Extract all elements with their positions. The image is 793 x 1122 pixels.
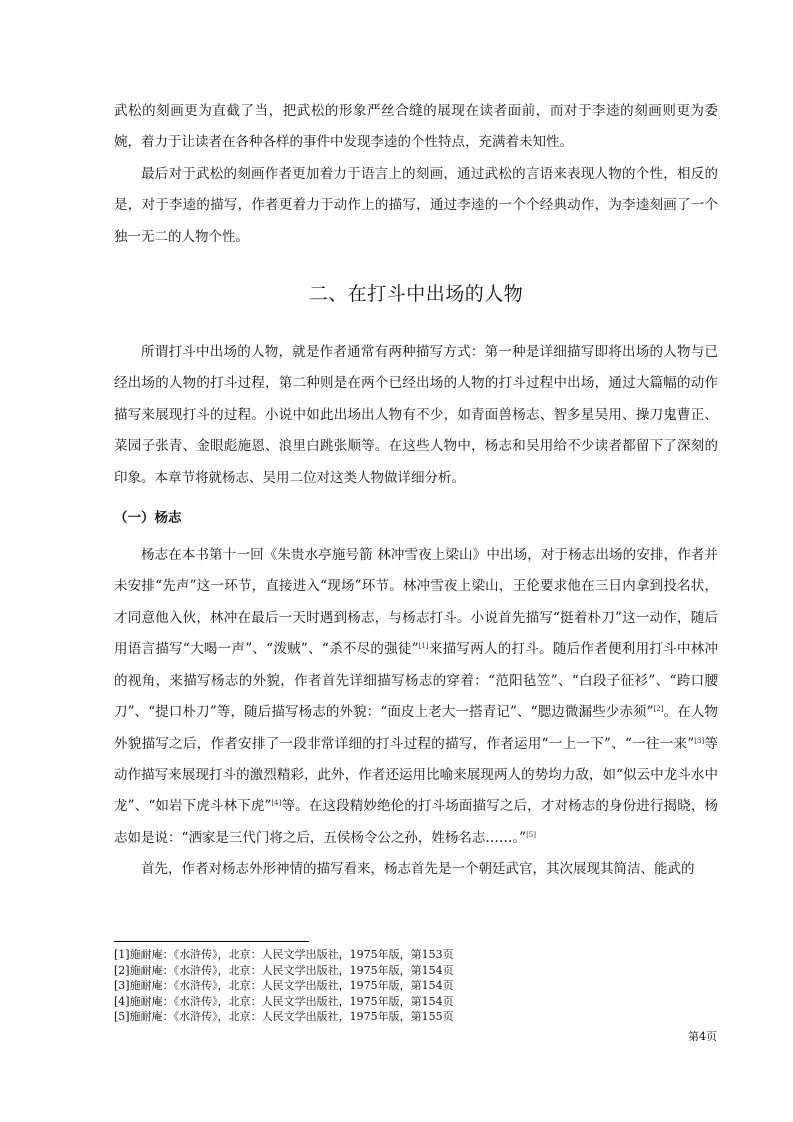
paragraph-analysis: 首先，作者对杨志外形神情的描写看来，杨志首先是一个朝廷武官，其次展现其简洁、能武的 (141, 861, 695, 878)
section-heading: 二、在打斗中出场的人物 (308, 283, 524, 306)
footnote-4: [4]施耐庵：《水浒传》，北京：人民文学出版社，1975年版，第154页 (114, 994, 454, 1008)
paragraph-yangzhi (114, 540, 718, 854)
footnote-ref-3[interactable]: [3] (694, 736, 705, 745)
footnote-1: [1]施耐庵：《水浒传》，北京：人民文学出版社，1975年版，第153页 (114, 948, 454, 961)
page-body (114, 96, 718, 886)
paragraph-conclusion: 最后对于武松的刻画作者更加着力于语言上的刻画，通过武松的言语来表现人物的个性，相反的是，对于李逵的描写，作者更着力于动作上的描写，通过李逵的一个个经典动作，为李逵刻画了一个独一无二的人物个性。 (114, 165, 718, 245)
footnote-ref-5[interactable]: [5] (526, 830, 536, 839)
footnote-ref-1[interactable]: [1] (418, 642, 429, 651)
footnote-3: [3]施耐庵：《水浒传》，北京：人民文学出版社，1975年版，第154页 (114, 979, 454, 993)
text-segment: 。在人物外貌描写之后，作者安排了一段非常详细的打斗过程的描写，作者运用“一上一下”、“一往一来” (114, 704, 719, 752)
subheading-yangzhi: （一）杨志 (114, 510, 182, 527)
paragraph-continued: 武松的刻画更为直截了当，把武松的形象严丝合缝的展现在读者面前，而对于李逵的刻画则更为委婉，着力于让读者在各种各样的事件中发现李逵的个性特点，充满着未知性。 (114, 103, 718, 151)
text-segment: 来描写两人的打斗。随后作者便利用打斗中林冲的视角，来描写杨志的外貌，作者首先详细描写杨志的穿着：“范阳毡笠”、“白段子征衫”、“跨口腰刀”、“提口朴刀”等，随后描写杨志的外貌：“面皮上老大一搭青记”、“腮边微漏些少赤须” (114, 641, 718, 721)
footnote-2: [2]施耐庵：《水浒传》，北京：人民文学出版社，1975年版，第154页 (114, 963, 454, 977)
text-segment: 杨志在本书第十一回《朱贵水亭施号箭 林冲雪夜上梁山》中出场，对于杨志出场的安排，作者并未安排“先声”这一环节，直接进入“现场”环节。林冲雪夜上梁山，王伦要求他在三日内拿到投名状，才同意他入伙，林冲在最后一天时遇到杨志，与杨志打斗。小说首先描写“挺着朴刀”这一动作，随后用语言描写“大喝一声”、“泼贼”、“杀不尽的强徒” (114, 547, 718, 658)
page-number: 第4页 (688, 1030, 717, 1043)
footnotes (114, 947, 718, 1025)
footnote-ref-2[interactable]: [2] (653, 705, 664, 714)
paragraph-section-intro: 所谓打斗中出场的人物，就是作者通常有两种描写方式：第一种是详细描写即将出场的人物与已经出场的人物的打斗过程，第二种则是在两个已经出场的人物的打斗过程中出场，通过大篇幅的动作描写来展现打斗的过程。小说中如此出场出人物有不少，如青面兽杨志、智多星吴用、操刀鬼曹正、菜园子张青、金眼彪施恩、浪里白跳张顺等。在这些人物中，杨志和吴用给不少读者都留下了深刻的印象。本章节将就杨志、吴用二位对这类人物做详细分析。 (114, 344, 718, 486)
text-segment: 等动作描写来展现打斗的激烈精彩，此外，作者还运用比喻来展现两人的势均力敌，如“似云中龙斗水中龙”、“如岩下虎斗林下虎” (114, 735, 718, 815)
footnote-divider (114, 941, 309, 942)
text-segment: 等。在这段精妙绝伦的打斗场面描写之后，才对杨志的身份进行揭晓，杨志如是说：“洒家是三代门将之后，五侯杨令公之孙，姓杨名志……。” (114, 798, 718, 846)
footnote-ref-4[interactable]: [4] (271, 799, 282, 808)
footnote-5: [5]施耐庵：《水浒传》，北京：人民文学出版社，1975年版，第155页 (114, 1010, 454, 1024)
